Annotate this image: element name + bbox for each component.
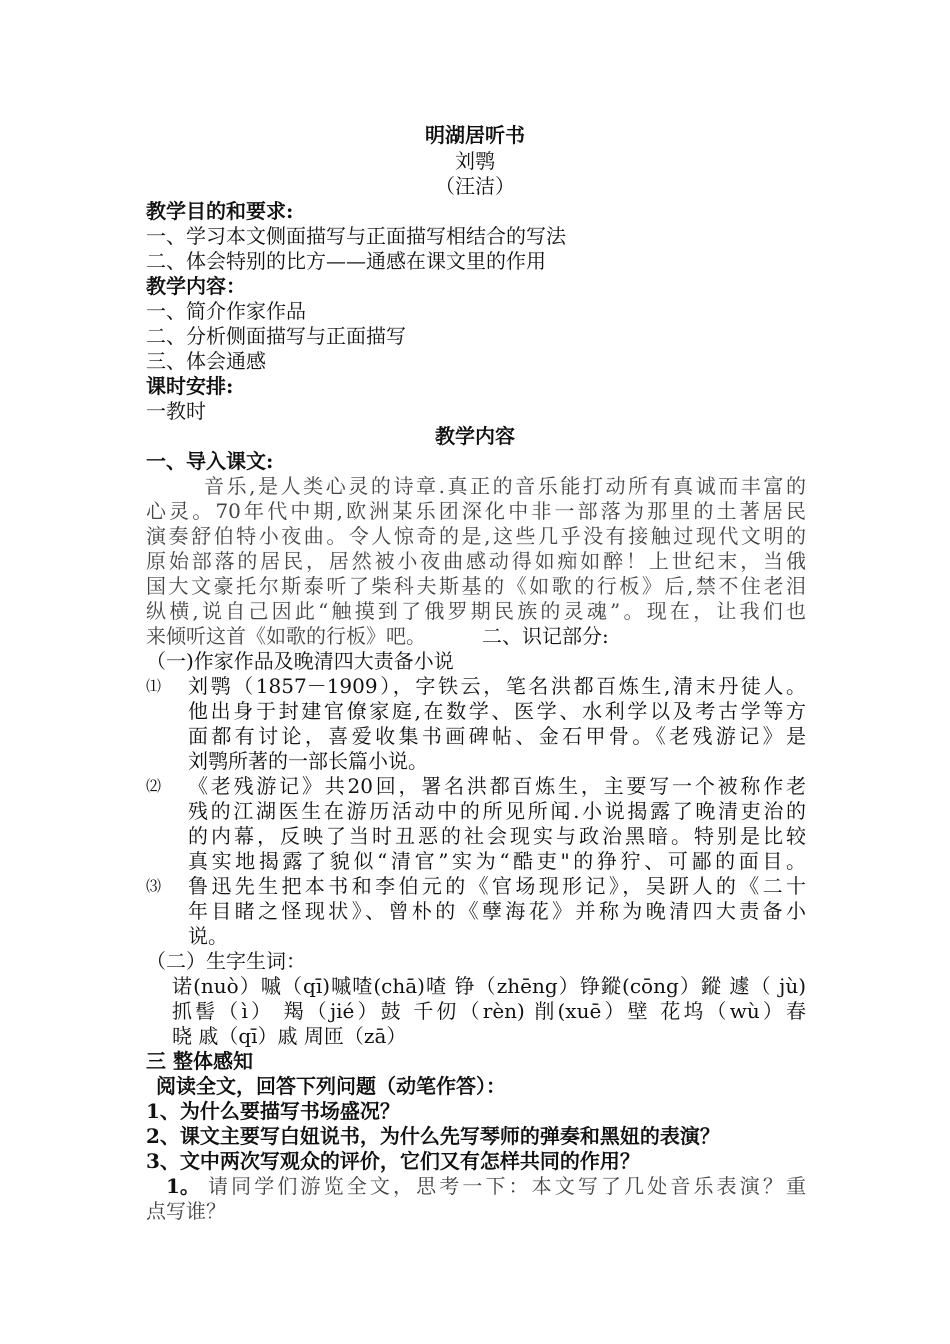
author-name: 刘鹗 [455, 149, 495, 173]
task-instruction: 阅读全文，回答下列问题（动笔作答）： [156, 1074, 506, 1098]
objective-item: 一、学习本文侧面描写与正面描写相结合的写法 [146, 224, 566, 248]
point-line: 面都有讨论，喜爱收集书画碑帖、金石甲骨。《老残游记》是 [188, 724, 806, 748]
point-line: 年目睹之怪现状》、曾朴的《孽海花》并称为晚清四大责备小 [188, 899, 806, 923]
point-line: 鲁迅先生把本书和李伯元的《官场现形记》，吴趼人的《二十 [188, 874, 806, 898]
intro-paragraph-line: 音乐,是人类心灵的诗章.真正的音乐能打动所有真诚而丰富的 [204, 474, 806, 498]
question-text-line: 请同学们游览全文，思考一下：本文写了几处音乐表演？重 [208, 1174, 806, 1198]
schedule-value: 一教时 [146, 399, 206, 423]
point-line: 残的江湖医生在游历活动中的所见所闻.小说揭露了晚清吏治的 [188, 799, 806, 823]
point-line: 的内幕，反映了当时丑恶的社会现实与政治黑暗。特别是比较 [188, 824, 806, 848]
content-item: 二、分析侧面描写与正面描写 [146, 324, 406, 348]
subsection-heading: （二）生字生词： [146, 949, 306, 973]
question-item: 2、课文主要写白妞说书，为什么先写琴师的弹奏和黑妞的表演？ [146, 1124, 720, 1148]
section-heading: 三 整体感知 [146, 1049, 253, 1073]
section-label: 二、识记部分: [482, 624, 609, 648]
subsection-heading: （一)作家作品及晚清四大责备小说 [146, 649, 454, 673]
vocab-line: 诺(nuò）嘁（qī)嘁喳(chā)喳 铮（zhēng）铮鏦(cōng）鏦 遽（ jù) [172, 974, 806, 998]
content-item: 一、简介作家作品 [146, 299, 306, 323]
intro-paragraph-line: 国大文豪托尔斯泰听了柴科夫斯基的《如歌的行板》后,禁不住老泪 [146, 574, 806, 598]
point-line: 刘鹗所著的一部长篇小说。 [188, 749, 428, 773]
vocab-line: 晓 戚（qī）戚 周匝（zā） [172, 1024, 407, 1048]
content-item: 三、体会通感 [146, 349, 266, 373]
question-item: 3、文中两次写观众的评价，它们又有怎样共同的作用？ [146, 1149, 640, 1173]
intro-paragraph-line: 纵横,说自己因此“触摸到了俄罗期民族的灵魂”。现在，让我们也 [146, 599, 806, 623]
intro-paragraph-line: 心灵。70年代中期,欧洲某乐团深化中非一部落为那里的土著居民 [146, 499, 806, 523]
schedule-heading: 课时安排: [146, 374, 234, 398]
content-heading: 教学内容： [146, 274, 246, 298]
section-heading: 教学内容 [435, 424, 515, 448]
objective-item: 二、体会特别的比方——通感在课文里的作用 [146, 249, 546, 273]
intro-heading: 一、导入课文: [146, 449, 274, 473]
point-line: 刘鹗（1857－1909），字铁云，笔名洪都百炼生,清末丹徒人。 [188, 674, 806, 698]
list-marker: ⑶ [146, 877, 162, 895]
question-item: 1、为什么要描写书场盛况？ [146, 1099, 400, 1123]
point-line: 他出身于封建官僚家庭,在数学、医学、水利学以及考古学等方 [188, 699, 806, 723]
document-title: 明湖居听书 [425, 123, 525, 147]
question-number: 1。 [166, 1174, 200, 1198]
vocab-line: 抓髻（ì） 羯（jié）鼓 千仞（rèn) 削(xuē）壁 花坞（wù）春 [172, 999, 806, 1023]
point-line: 《老残游记》共20回，署名洪都百炼生，主要写一个被称作老 [188, 774, 806, 798]
intro-paragraph-line: 演奏舒伯特小夜曲。令人惊奇的是,这些几乎没有接触过现代文明的 [146, 524, 806, 548]
objectives-heading: 教学目的和要求: [146, 199, 294, 223]
intro-paragraph-line: 原始部落的居民，居然被小夜曲感动得如痴如醉！上世纪末，当俄 [146, 549, 806, 573]
question-text-line: 点写谁？ [146, 1199, 226, 1223]
list-marker: ⑴ [146, 677, 162, 695]
intro-paragraph-line: 来倾听这首《如歌的行板》吧。 [146, 624, 426, 648]
point-line: 真实地揭露了貌似“清官”实为“酷吏"的狰狞、可鄙的面目。 [188, 849, 806, 873]
editor-name: （汪洁） [435, 174, 515, 198]
point-line: 说。 [188, 924, 228, 948]
list-marker: ⑵ [146, 777, 162, 795]
